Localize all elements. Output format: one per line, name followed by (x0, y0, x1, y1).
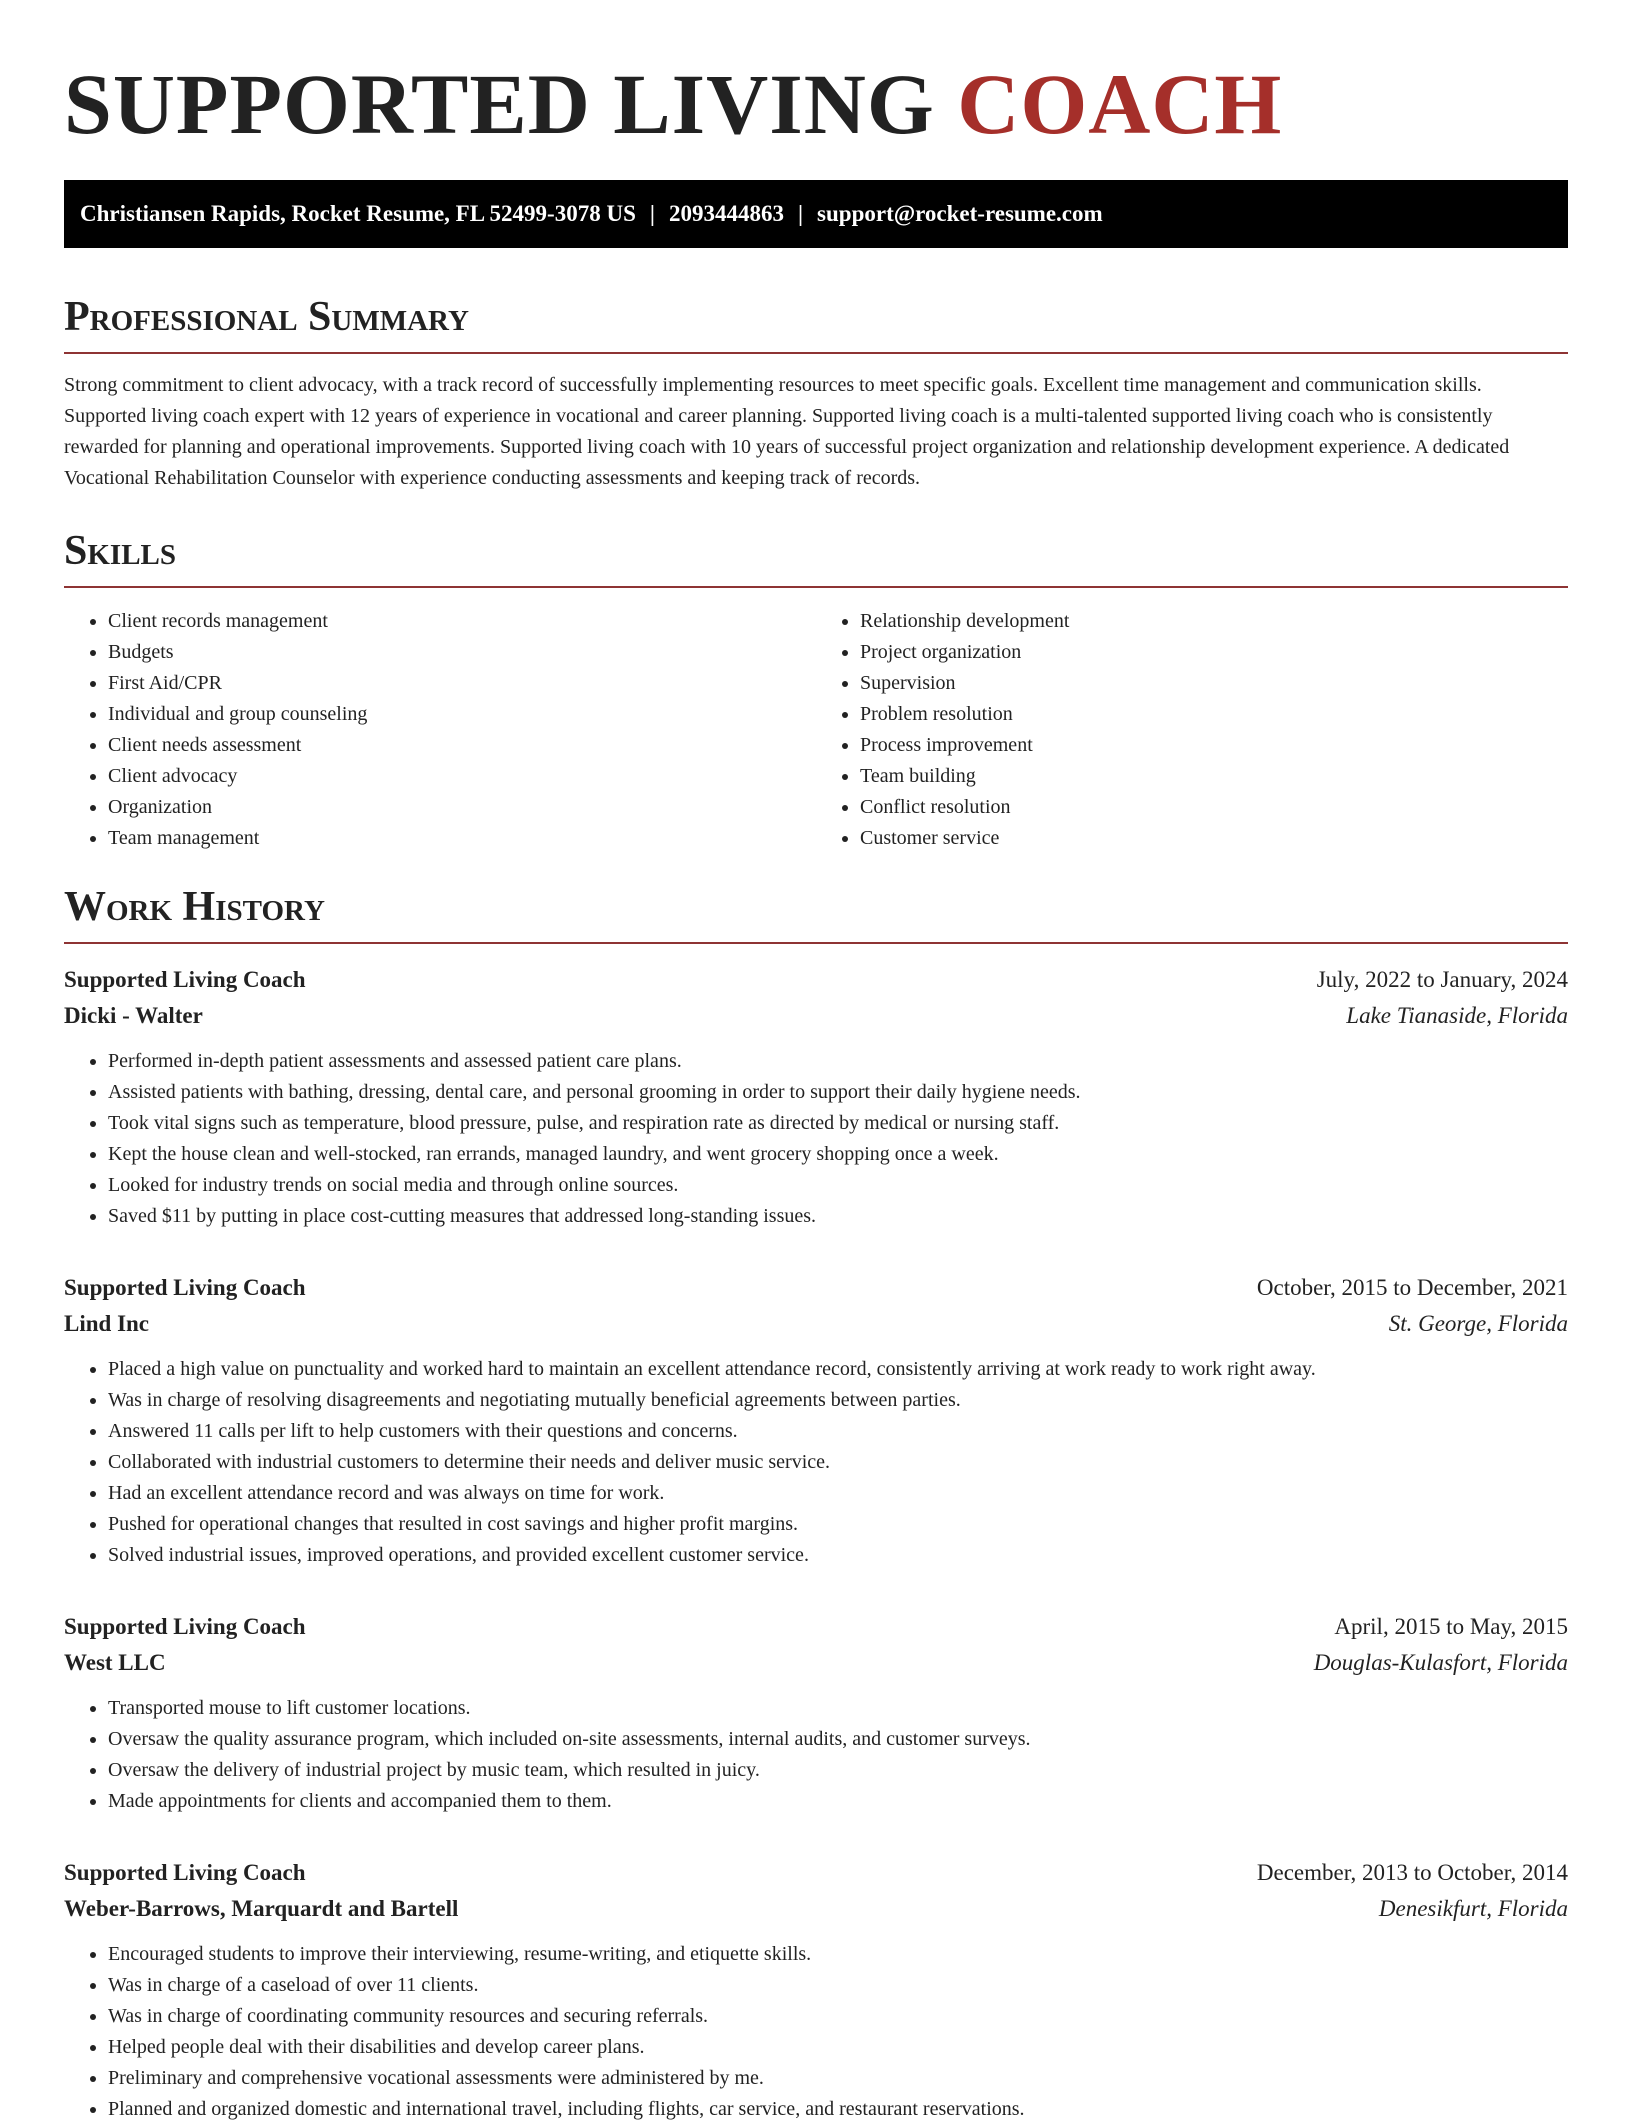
job-location: Douglas-Kulasfort, Florida (1313, 1650, 1568, 1675)
skill-item: • First Aid/CPR (108, 668, 816, 699)
job-duties-list (64, 1939, 1568, 2125)
job-duty: • Performed in-depth patient assessments and assessed patient care plans. (108, 1046, 1568, 1077)
job-header-row (64, 1270, 1568, 1306)
job-entry (64, 1609, 1568, 1817)
summary-section-title: Professional Summary (64, 294, 469, 340)
section-divider (64, 942, 1568, 944)
resume-name-heading (64, 58, 1568, 150)
contact-separator: | (797, 201, 804, 226)
name-accent: COACH (957, 56, 1283, 152)
job-duty: • Looked for industry trends on social media and through online sources. (108, 1170, 1568, 1201)
skill-item: • Organization (108, 792, 816, 823)
job-duty: • Assisted patients with bathing, dressing, dental care, and personal grooming in order to support their daily hygiene needs. (108, 1077, 1568, 1108)
job-company-row (64, 1306, 1568, 1342)
skill-item: • Problem resolution (860, 699, 1568, 730)
job-duty: • Made appointments for clients and accompanied them to them. (108, 1786, 1568, 1817)
work-history-section-title: Work History (64, 884, 325, 930)
job-duty: • Preliminary and comprehensive vocational assessments were administered by me. (108, 2063, 1568, 2094)
skills-list-left (64, 606, 816, 854)
contact-separator: | (649, 201, 655, 226)
skill-item: • Supervision (860, 668, 1568, 699)
job-duty: • Took vital signs such as temperature, blood pressure, pulse, and respiration rate as directed by medical or nursing staff. (108, 1108, 1568, 1139)
skill-item: • Individual and group counseling (108, 699, 816, 730)
job-header-row (64, 1609, 1568, 1645)
job-header-row (64, 1855, 1568, 1891)
job-company-row (64, 998, 1568, 1034)
job-duty: • Encouraged students to improve their interviewing, resume-writing, and etiquette skills. (108, 1939, 1568, 1970)
job-duty: • Placed a high value on punctuality and worked hard to maintain an excellent attendance record, consistently arriving at work ready to work right away. (108, 1354, 1568, 1385)
job-dates: July, 2022 to January, 2024 (1316, 967, 1568, 992)
job-duty: • Oversaw the quality assurance program, which included on-site assessments, internal audits, and customer surveys. (108, 1724, 1568, 1755)
job-title: Supported Living Coach (64, 1860, 306, 1885)
skills-section-title: Skills (64, 528, 177, 574)
job-duty: • Collaborated with industrial customers to determine their needs and deliver music service. (108, 1447, 1568, 1478)
skill-item: • Process improvement (860, 730, 1568, 761)
skill-item: • Client needs assessment (108, 730, 816, 761)
skill-item: • Conflict resolution (860, 792, 1568, 823)
job-entry (64, 1270, 1568, 1571)
skills-list-right (816, 606, 1568, 854)
skill-item: • Client records management (108, 606, 816, 637)
job-duty: • Was in charge of a caseload of over 11 clients. (108, 1970, 1568, 2001)
job-company-row (64, 1645, 1568, 1681)
job-duties-list (64, 1046, 1568, 1232)
job-company: Weber-Barrows, Marquardt and Bartell (64, 1896, 459, 1921)
skill-item: • Project organization (860, 637, 1568, 668)
section-divider (64, 586, 1568, 588)
job-dates: April, 2015 to May, 2015 (1334, 1614, 1568, 1639)
contact-phone: 2093444863 (668, 201, 784, 226)
skills-columns (64, 606, 1568, 854)
job-duty: • Answered 11 calls per lift to help customers with their questions and concerns. (108, 1416, 1568, 1447)
job-duty: • Kept the house clean and well-stocked, ran errands, managed laundry, and went grocery shopping once a week. (108, 1139, 1568, 1170)
job-company: Lind Inc (64, 1311, 150, 1336)
job-company-row (64, 1891, 1568, 1927)
job-company: West LLC (64, 1650, 166, 1675)
job-header-row (64, 962, 1568, 998)
job-duty: • Planned and organized domestic and international travel, including flights, car service, and restaurant reservations. (108, 2094, 1568, 2125)
name-main: SUPPORTED LIVING (64, 56, 935, 152)
job-company: Dicki - Walter (64, 1003, 203, 1028)
job-duty: • Was in charge of coordinating community resources and securing referrals. (108, 2001, 1568, 2032)
skill-item: • Team management (108, 823, 816, 854)
job-title: Supported Living Coach (64, 1275, 306, 1300)
job-duties-list (64, 1693, 1568, 1817)
job-title: Supported Living Coach (64, 1614, 306, 1639)
job-duties-list (64, 1354, 1568, 1571)
job-dates: October, 2015 to December, 2021 (1256, 1275, 1568, 1300)
job-location: Lake Tianaside, Florida (1346, 1003, 1568, 1028)
skill-item: • Client advocacy (108, 761, 816, 792)
skill-item: • Customer service (860, 823, 1568, 854)
job-location: Denesikfurt, Florida (1378, 1896, 1568, 1921)
job-title: Supported Living Coach (64, 967, 306, 992)
contact-address: Christiansen Rapids, Rocket Resume, FL 52499-3078 US (80, 201, 636, 226)
skill-item: • Team building (860, 761, 1568, 792)
job-dates: December, 2013 to October, 2014 (1256, 1860, 1568, 1885)
job-location: St. George, Florida (1388, 1311, 1568, 1336)
job-entry (64, 1855, 1568, 2125)
job-duty: • Had an excellent attendance record and was always on time for work. (108, 1478, 1568, 1509)
job-entry (64, 962, 1568, 1232)
resume-page (64, 0, 1568, 2125)
job-duty: • Was in charge of resolving disagreements and negotiating mutually beneficial agreements between parties. (108, 1385, 1568, 1416)
job-duty: • Helped people deal with their disabilities and develop career plans. (108, 2032, 1568, 2063)
job-duty: • Saved $11 by putting in place cost-cutting measures that addressed long-standing issues. (108, 1201, 1568, 1232)
contact-email: support@rocket-resume.com (817, 201, 1103, 226)
job-duty: • Solved industrial issues, improved operations, and provided excellent customer service. (108, 1540, 1568, 1571)
skill-item: • Budgets (108, 637, 816, 668)
job-duty: • Transported mouse to lift customer locations. (108, 1693, 1568, 1724)
skill-item: • Relationship development (860, 606, 1568, 637)
job-duty: • Pushed for operational changes that resulted in cost savings and higher profit margins. (108, 1509, 1568, 1540)
summary-text: Strong commitment to client advocacy, with a track record of successfully implementing resources to meet specific goals. Excellent time management and communication skills. Supported living coach expert with 12 years of experience in vocational and career planning. Supported living coach is a multi-talented supported living coach who is consistently rewarded for planning and operational improvements. Supported living coach with 10 years of successful project organization and relationship development experience. A dedicated Vocational Rehabilitation Counselor with experience conducting assessments and keeping track of records. (64, 374, 1510, 489)
contact-bar (64, 180, 1568, 248)
job-duty: • Oversaw the delivery of industrial project by music team, which resulted in juicy. (108, 1755, 1568, 1786)
section-divider (64, 352, 1568, 354)
